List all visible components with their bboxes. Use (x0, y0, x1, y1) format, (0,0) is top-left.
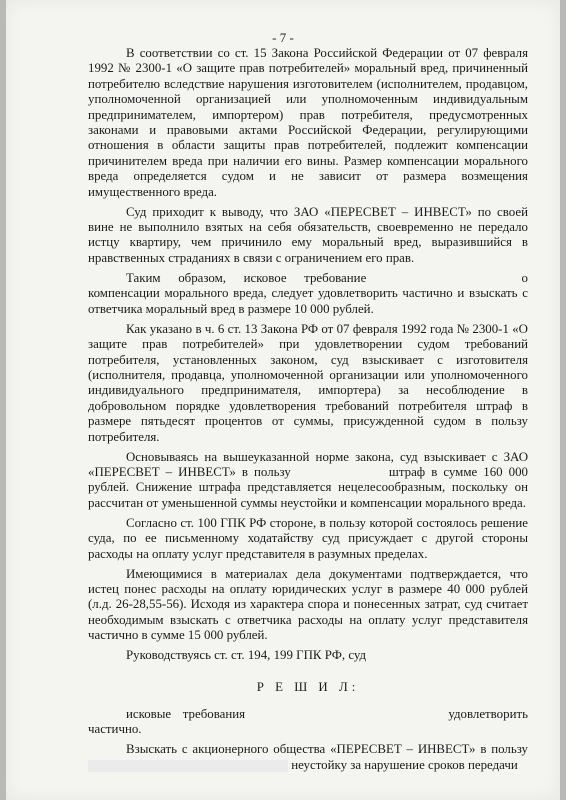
document-body (88, 46, 528, 778)
paragraph-moral-damage-law: В соответствии со ст. 15 Закона Российской Федерации от 07 февраля 1992 № 2300-1 «О защите прав потребителей» моральный вред, причиненный потребителю вследствие нарушения изготовителем (исполнителем, продавцом, уполномоченной организацией или уполномоченным индивидуальным предпринимателем, импортером) прав потребителя, предусмотренных законами и правовыми актами Российской Федерации, регулирующими отношения в области защиты прав потребителей, подлежит компенсации причинителем вреда при наличии его вины. Размер компенсации морального вреда определяется судом и не зависит от размера возмещения имущественного вреда. (88, 46, 528, 199)
text-fragment: штраф в сумме 160 000 рублей. Снижение штрафа представляется нецелесообразным, поскольку он рассчитан от уменьшенной суммы неустойки и компенсации морального вреда. (88, 464, 528, 510)
paragraph-court-conclusion: Суд приходит к выводу, что ЗАО «ПЕРЕСВЕТ – ИНВЕСТ» по своей вине не выполнило взятых на себя обязательств, своевременно не передало истцу квартиру, чем причинило ему моральный вред, выразившийся в нравственных страданиях в связи с ограничением его прав. (88, 204, 528, 265)
redacted-block (88, 760, 288, 772)
paragraph-fine-law: Как указано в ч. 6 ст. 13 Закона РФ от 07 февраля 1992 года № 2300-1 «О защите прав потребителей» при удовлетворении судом требований потребителя, установленных законом, суд взыскивает с изготовителя (исполнителя, продавца, уполномоченной организации или уполномоченного индивидуального предпринимателя, импортера) за несоблюдение в добровольном порядке удовлетворения требований потребителя штраф в размере пятьдесят процентов от суммы, присужденной судом в пользу потребителя. (88, 321, 528, 444)
paragraph-fine-award (88, 450, 528, 512)
decision-heading: Р Е Ш И Л: (256, 679, 360, 694)
paragraph-decision-2 (88, 742, 528, 773)
text-fragment: удовлетворить частично. (88, 707, 528, 737)
paragraph-legal-costs: Имеющимися в материалах дела документами подтверждается, что истец понес расходы на оплату юридических услуг в размере 40 000 рублей (л.д. 26-28,55-56). Исходя из характера спора и понесенных затрат, суд считает необходимым взыскать с ответчика расходы на оплату услуг представителя частично в сумме 15 000 рублей. (88, 566, 528, 643)
document-page (6, 0, 560, 800)
paragraph-legal-costs-law: Согласно ст. 100 ГПК РФ стороне, в пользу которой состоялось решение суда, по ее письменному ходатайству суд присуждает с другой стороны расходы на оплату услуг представителя в разумных пределах. (88, 515, 528, 561)
text-fragment: Таким образом, исковое требование (126, 270, 367, 285)
paragraph-claim-moral-damage (88, 271, 528, 317)
text-fragment: неустойку за нарушение сроков передачи (291, 757, 518, 772)
text-fragment: о компенсации морального вреда, следует удовлетворить частично и взыскать с ответчика моральный вред в размере 10 000 рублей. (88, 270, 528, 316)
paragraph-guided-by: Руководствуясь ст. ст. 194, 199 ГПК РФ, суд (126, 648, 367, 663)
text-fragment: исковые требования (126, 707, 246, 721)
text-fragment: Основываясь на вышеуказанной норме закона, суд взыскивает с ЗАО «ПЕРЕСВЕТ – ИНВЕСТ» в пользу (88, 449, 528, 479)
text-fragment: Взыскать с акционерного общества «ПЕРЕСВЕТ – ИНВЕСТ» в пользу (126, 742, 528, 757)
page-number: - 7 - (272, 30, 294, 45)
paragraph-decision-1 (88, 707, 528, 738)
